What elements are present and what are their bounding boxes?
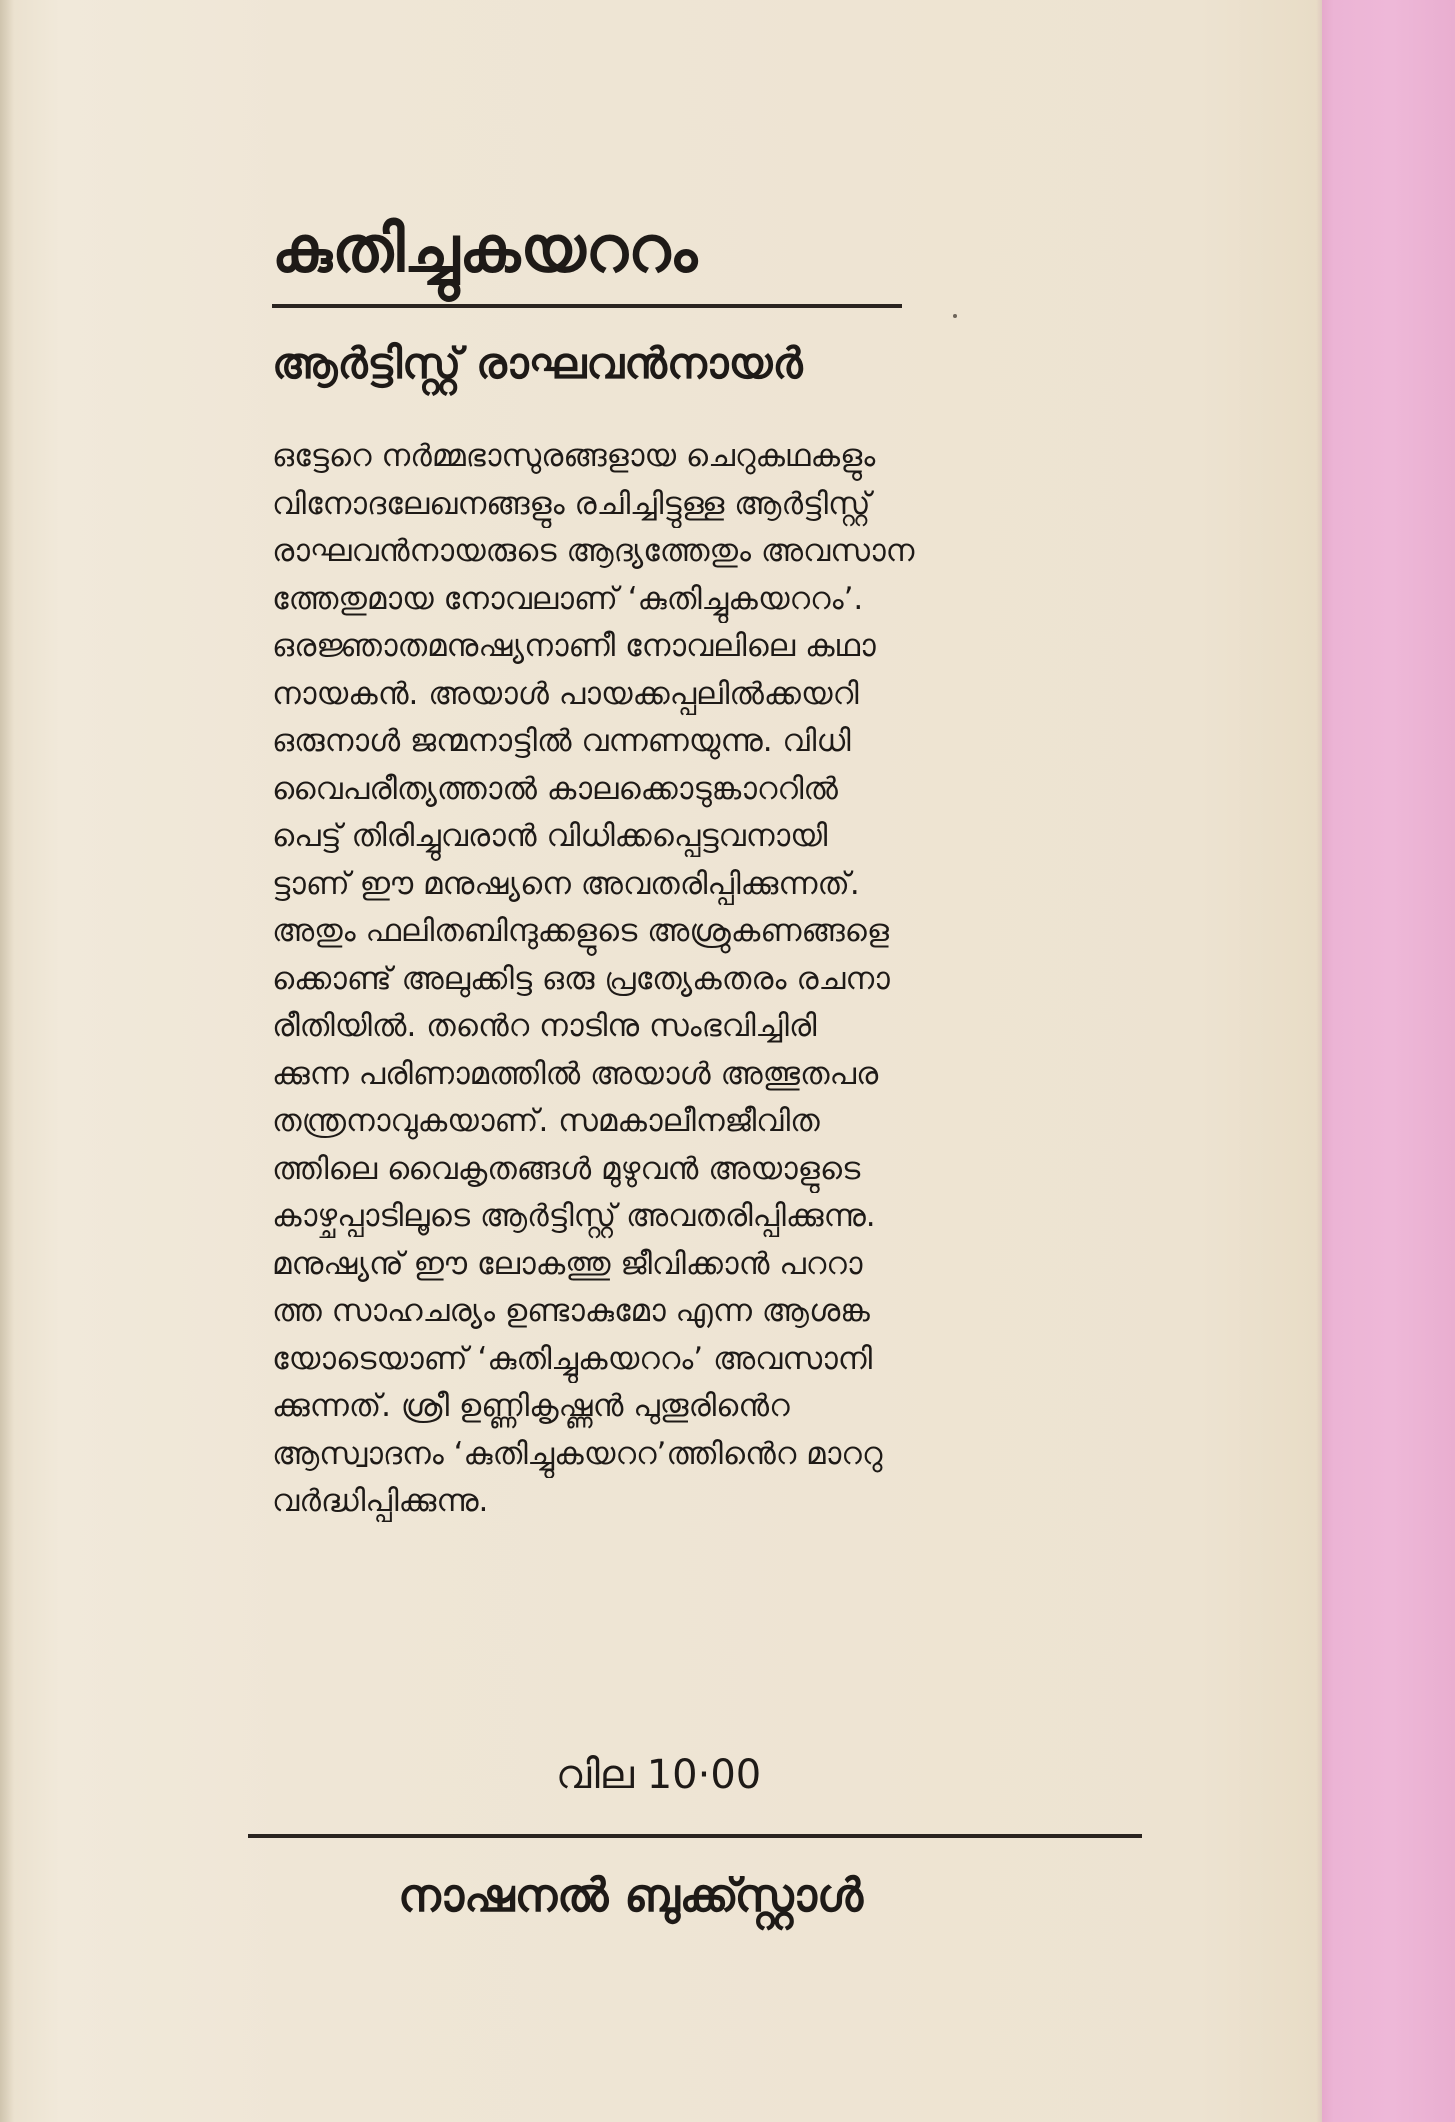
blurb-line: തന്ത്രനാവുകയാണ്. സമകാലീനജീവിത xyxy=(272,1103,820,1139)
ink-speck xyxy=(953,314,957,318)
author-name: ആർട്ടിസ്റ്റ് രാഘവൻനായർ xyxy=(272,339,803,389)
blurb-line: രീതിയിൽ. തൻെറ നാടിനു സംഭവിച്ചിരി xyxy=(272,1008,817,1044)
price: വില 10·00 xyxy=(556,1752,762,1798)
blurb-line: അതും ഫലിതബിന്ദുക്കളുടെ അശ്രുകണങ്ങളെ xyxy=(272,913,889,949)
title-underline xyxy=(272,304,902,308)
blurb-line: വൈപരീത്യത്താൽ കാലക്കൊടുങ്കാററിൽ xyxy=(272,770,838,807)
blurb-line: നായകൻ. അയാൾ പായക്കപ്പലിൽക്കയറി xyxy=(272,675,859,712)
blurb-line: ഒരുനാൾ ജന്മനാട്ടിൽ വന്നണയുന്നു. വിധി xyxy=(272,723,851,759)
blurb-line: ഒട്ടേറെ നർമ്മഭാസുരങ്ങളായ ചെറുകഥകളും xyxy=(272,438,876,474)
blurb-line: കാഴ്ചപ്പാടിലൂടെ ആർട്ടിസ്റ്റ് അവതരിപ്പിക്കുന്നു. xyxy=(272,1198,876,1234)
blurb-line: രാഘവൻനായരുടെ ആദ്യത്തേതും അവസാന xyxy=(272,533,915,569)
blurb-line: ത്തേതുമായ നോവലാണ് ‘കുതിച്ചുകയററം’. xyxy=(272,580,864,617)
blurb-line: ആസ്വാദനം ‘കുതിച്ചുകയററ’ത്തിൻെറ മാററു xyxy=(272,1435,883,1472)
left-edge-shadow xyxy=(0,0,14,2122)
blurb-line: യോടെയാണ് ‘കുതിച്ചുകയററം’ അവസാനി xyxy=(272,1340,873,1377)
blurb-line: ത്ത സാഹചര്യം ഉണ്ടാകുമോ എന്ന ആശങ്ക xyxy=(272,1293,870,1329)
blurb-line: ട്ടാണ് ഈ മനുഷ്യനെ അവതരിപ്പിക്കുന്നത്. xyxy=(272,865,860,902)
pink-spine-strip xyxy=(1322,0,1455,2122)
blurb-line: ക്കൊണ്ട് അലുക്കിട്ട ഒരു പ്രത്യേകതരം രചനാ xyxy=(272,960,890,997)
blurb xyxy=(272,433,1172,1526)
blurb-line: വിനോദലേഖനങ്ങളും രചിച്ചിട്ടുള്ള ആർട്ടിസ്റ്റ് xyxy=(272,485,871,522)
book-title: കുതിച്ചുകയററം xyxy=(272,213,698,287)
blurb-line: ക്കുന്നത്. ശ്രീ ഉണ്ണികൃഷ്ണൻ പുതൂരിൻെറ xyxy=(272,1388,790,1424)
publisher-rule xyxy=(248,1834,1142,1838)
publisher-name: നാഷനൽ ബുക്ക്സ്റ്റാൾ xyxy=(398,1868,864,1922)
blurb-line: പെട്ട് തിരിച്ചുവരാൻ വിധിക്കപ്പെട്ടവനായി xyxy=(272,818,828,854)
blurb-line: ത്തിലെ വൈകൃതങ്ങൾ മുഴുവൻ അയാളുടെ xyxy=(272,1150,861,1187)
blurb-line: ഒരജ്ഞാതമനുഷ്യനാണീ നോവലിലെ കഥാ xyxy=(272,628,876,664)
blurb-line: വർദ്ധിപ്പിക്കുന്നു. xyxy=(272,1483,489,1519)
blurb-line: ക്കുന്ന പരിണാമത്തിൽ അയാൾ അത്ഭുതപര xyxy=(272,1055,879,1092)
blurb-line: മനുഷ്യനു് ഈ ലോകത്തു ജീവിക്കാൻ പററാ xyxy=(272,1245,863,1282)
